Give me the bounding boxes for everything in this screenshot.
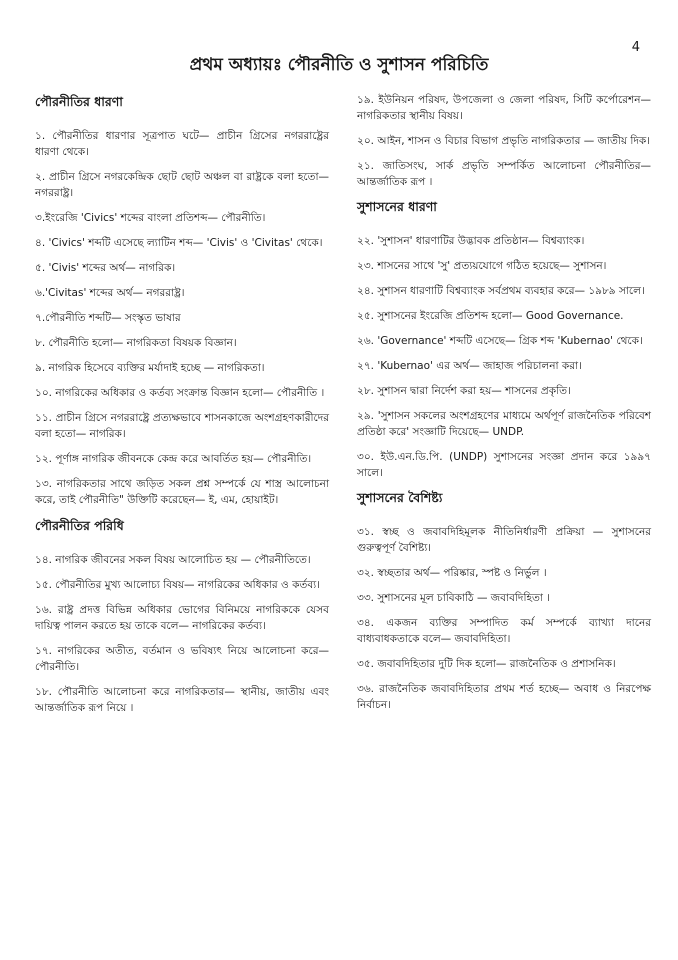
list-item: ৩৩. সুশাসনের মূল চাবিকাঠি — জবাবদিহিতা । xyxy=(357,592,550,604)
list-item: ২৫. সুশাসনের ইংরেজি প্রতিশব্দ হলো— Good Governance. xyxy=(357,310,624,322)
page-number: 4 xyxy=(631,40,640,55)
list-item: ৮. পৌরনীতি হলো— নাগরিকতা বিষয়ক বিজ্ঞান। xyxy=(35,337,237,349)
chapter-title: প্রথম অধ্যায়ঃ পৌরনীতি ও সুশাসন পরিচিতি xyxy=(189,55,489,75)
list-item: ১. পৌরনীতির ধারণার সূত্রপাত ঘটে— প্রাচীন গ্রিসের নগররাষ্ট্রের ধারণা থেকে। xyxy=(35,130,329,158)
list-item: ৫. 'Civis' শব্দের অর্থ— নাগরিক। xyxy=(35,262,176,274)
left-column xyxy=(35,92,329,725)
list-item: ১৯. ইউনিয়ন পরিষদ, উপজেলা ও জেলা পরিষদ, সিটি কর্পোরেশন— নাগরিকতার স্থানীয় বিষয়। xyxy=(357,94,651,122)
section-heading-good-governance-concept: সুশাসনের ধারণা xyxy=(357,199,437,214)
list-item: ২৯. 'সুশাসন সকলের অংশগ্রহণের মাধ্যমে অর্থপূর্ণ রাজনৈতিক পরিবেশ প্রতিষ্ঠা করে' সংজ্ঞাটি দিয়েছে— UNDP. xyxy=(357,410,651,438)
list-item: ২০. আইন, শাসন ও বিচার বিভাগ প্রভৃতি নাগরিকতার — জাতীয় দিক। xyxy=(357,135,650,147)
list-item: ৩৪. একজন ব্যক্তির সম্পাদিত কর্ম সম্পর্কে ব্যাখ্যা দানের বাধ্যবাধকতাকে বলে— জবাবদিহিতা। xyxy=(357,617,651,645)
list-item: ২২. 'সুশাসন' ধারণাটির উদ্ভাবক প্রতিষ্ঠান— বিশ্বব্যাংক। xyxy=(357,235,585,247)
list-item: ৩২. স্বচ্ছতার অর্থ— পরিষ্কার, স্পষ্ট ও নির্ভুল । xyxy=(357,567,547,579)
list-item: ৯. নাগরিক হিসেবে ব্যক্তির মর্যাদাই হচ্ছে — নাগরিকতা। xyxy=(35,362,265,374)
list-item: ১৫. পৌরনীতির মুখ্য আলোচ্য বিষয়— নাগরিকের অধিকার ও কর্তব্য। xyxy=(35,579,320,591)
list-item: ২৩. শাসনের সাথে 'সু' প্রত্যয়যোগে গঠিত হয়েছে— সুশাসন। xyxy=(357,260,607,272)
section-heading-civics-scope: পৌরনীতির পরিধি xyxy=(35,518,124,533)
list-item: ৩০. ইউ.এন.ডি.পি. (UNDP) সুশাসনের সংজ্ঞা প্রদান করে ১৯৯৭ সালে। xyxy=(357,451,651,479)
section-heading-civics-concept: পৌরনীতির ধারণা xyxy=(35,94,123,109)
list-item: ২৪. সুশাসন ধারণাটি বিশ্বব্যাংক সর্বপ্রথম ব্যবহার করে— ১৯৮৯ সালে। xyxy=(357,285,645,297)
list-item: ১৩. নাগরিকতার সাথে জড়িত সকল প্রশ্ন সম্পর্কে যে শাস্ত্র আলোচনা করে, তাই পৌরনীতি" উক্তিটি করেছেন— ই, এম, হোয়াইট। xyxy=(35,478,329,506)
list-item: ৬.'Civitas' শব্দের অর্থ— নগররাষ্ট্র। xyxy=(35,287,185,299)
list-item: ১৪. নাগরিক জীবনের সকল বিষয় আলোচিত হয় — পৌরনীতিতে। xyxy=(35,554,311,566)
list-item: ৩৫. জবাবদিহিতার দুটি দিক হলো— রাজনৈতিক ও প্রশাসনিক। xyxy=(357,658,616,670)
list-item: ১৮. পৌরনীতি আলোচনা করে নাগরিকতার— স্থানীয়, জাতীয় এবং আন্তর্জাতিক রূপ নিয়ে । xyxy=(35,686,329,714)
list-item: ৩১. স্বচ্ছ ও জবাবদিহিমূলক নীতিনির্ধারণী প্রক্রিয়া — সুশাসনের গুরুত্বপূর্ণ বৈশিষ্ট্য। xyxy=(357,526,651,554)
section-heading-good-governance-features: সুশাসনের বৈশিষ্ট্য xyxy=(357,490,443,505)
list-item: ২৭. 'Kubernao' এর অর্থ— জাহাজ পরিচালনা করা। xyxy=(357,360,582,372)
list-item: ১৬. রাষ্ট্র প্রদত্ত বিভিন্ন অধিকার ভোগের বিনিময়ে নাগরিককে যেসব দায়িত্ব পালন করতে হয় তাকে বলে— নাগরিকের কর্তব্য। xyxy=(35,604,329,632)
list-item: ৩৬. রাজনৈতিক জবাবদিহিতার প্রথম শর্ত হচ্ছে— অবাধ ও নিরপেক্ষ নির্বাচন। xyxy=(357,683,651,711)
list-item: ১০. নাগরিকের অধিকার ও কর্তব্য সংক্রান্ত বিজ্ঞান হলো— পৌরনীতি । xyxy=(35,387,325,399)
list-item: ১৭. নাগরিকের অতীত, বর্তমান ও ভবিষ্যৎ নিয়ে আলোচনা করে— পৌরনীতি। xyxy=(35,645,329,673)
list-item: ২. প্রাচীন গ্রিসে নগরকেন্দ্রিক ছোট ছোট অঞ্চল বা রাষ্ট্রকে বলা হতো— নগররাষ্ট্র। xyxy=(35,171,329,199)
right-column xyxy=(357,92,651,722)
list-item: ১২. পূর্ণাঙ্গ নাগরিক জীবনকে কেন্দ্র করে আবর্তিত হয়— পৌরনীতি। xyxy=(35,453,312,465)
list-item: ৪. 'Civics' শব্দটি এসেছে ল্যাটিন শব্দ— 'Civis' ও 'Civitas' থেকে। xyxy=(35,237,323,249)
list-item: ৩.ইংরেজি 'Civics' শব্দের বাংলা প্রতিশব্দ— পৌরনীতি। xyxy=(35,212,266,224)
list-item: ২৬. 'Governance' শব্দটি এসেছে— গ্রিক শব্দ 'Kubernao' থেকে। xyxy=(357,335,643,347)
list-item: ১১. প্রাচীন গ্রিসে নগররাষ্ট্রে প্রত্যক্ষভাবে শাসনকাজে অংশগ্রহণকারীদের বলা হতো— নাগরিক। xyxy=(35,412,329,440)
list-item: ২১. জাতিসংঘ, সার্ক প্রভৃতি সম্পর্কিত আলোচনা পৌরনীতির— আন্তর্জাতিক রূপ । xyxy=(357,160,651,188)
list-item: ২৮. সুশাসন দ্বারা নির্দেশ করা হয়— শাসনের প্রকৃতি। xyxy=(357,385,571,397)
list-item: ৭.পৌরনীতি শব্দটি— সংস্কৃত ভাষার xyxy=(35,312,181,324)
